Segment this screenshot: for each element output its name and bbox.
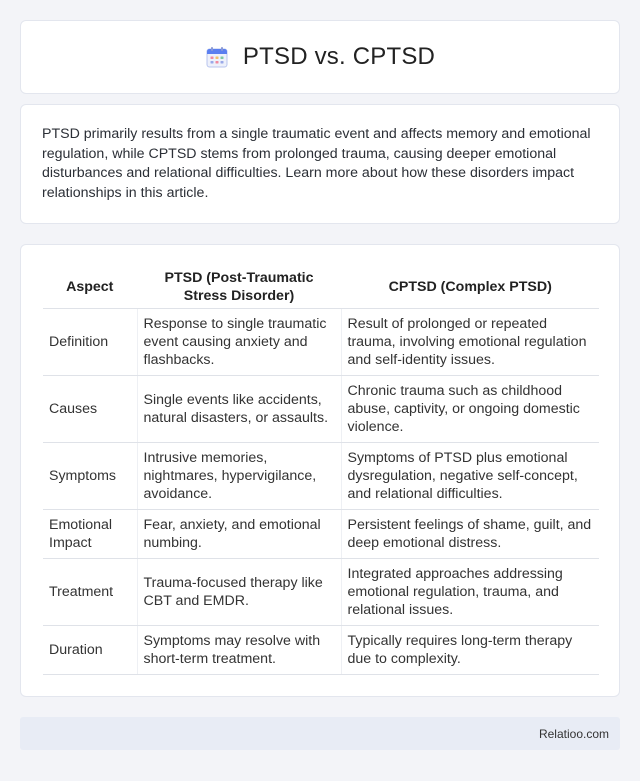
title-wrap	[205, 43, 435, 71]
row-cptsd: Symptoms of PTSD plus emotional dysregulation, negative self-concept, and relational difficulties.	[341, 442, 599, 509]
header-ptsd: PTSD (Post-Traumatic Stress Disorder)	[137, 267, 341, 308]
footer-bar	[20, 717, 620, 750]
row-aspect: Duration	[43, 625, 137, 674]
row-ptsd: Fear, anxiety, and emotional numbing.	[137, 509, 341, 558]
intro-paragraph: PTSD primarily results from a single traumatic event and affects memory and emotional regulation, while CPTSD stems from prolonged trauma, causing deeper emotional disturbances and relational difficulties. Learn more about how these disorders impact relationships in this article.	[42, 126, 591, 201]
row-aspect: Symptoms	[43, 442, 137, 509]
table-header-row	[43, 267, 599, 308]
row-aspect: Emotional Impact	[43, 509, 137, 558]
footer-brand: Relatioo.com	[538, 726, 609, 741]
row-cptsd: Persistent feelings of shame, guilt, and deep emotional distress.	[341, 509, 599, 558]
header-aspect: Aspect	[43, 267, 137, 308]
comparison-table-card	[20, 244, 620, 697]
calendar-icon	[205, 45, 229, 69]
row-ptsd: Trauma-focused therapy like CBT and EMDR.	[137, 558, 341, 625]
table-row	[43, 308, 599, 375]
row-ptsd: Single events like accidents, natural disasters, or assaults.	[137, 375, 341, 442]
table-row	[43, 509, 599, 558]
table-row	[43, 558, 599, 625]
row-ptsd: Response to single traumatic event causing anxiety and flashbacks.	[137, 308, 341, 375]
row-cptsd: Integrated approaches addressing emotional regulation, trauma, and relational issues.	[341, 558, 599, 625]
intro-card	[20, 104, 620, 224]
page-title: PTSD vs. CPTSD	[242, 43, 436, 70]
row-ptsd: Intrusive memories, nightmares, hypervigilance, avoidance.	[137, 442, 341, 509]
row-aspect: Causes	[43, 375, 137, 442]
title-card	[20, 20, 620, 94]
row-cptsd: Typically requires long-term therapy due to complexity.	[341, 625, 599, 674]
row-aspect: Definition	[43, 308, 137, 375]
row-cptsd: Result of prolonged or repeated trauma, involving emotional regulation and self-identity issues.	[341, 308, 599, 375]
header-cptsd: CPTSD (Complex PTSD)	[341, 267, 599, 308]
row-ptsd: Symptoms may resolve with short-term treatment.	[137, 625, 341, 674]
table-row	[43, 375, 599, 442]
comparison-table	[43, 267, 599, 675]
row-cptsd: Chronic trauma such as childhood abuse, captivity, or ongoing domestic violence.	[341, 375, 599, 442]
table-row	[43, 442, 599, 509]
row-aspect: Treatment	[43, 558, 137, 625]
table-row	[43, 625, 599, 674]
